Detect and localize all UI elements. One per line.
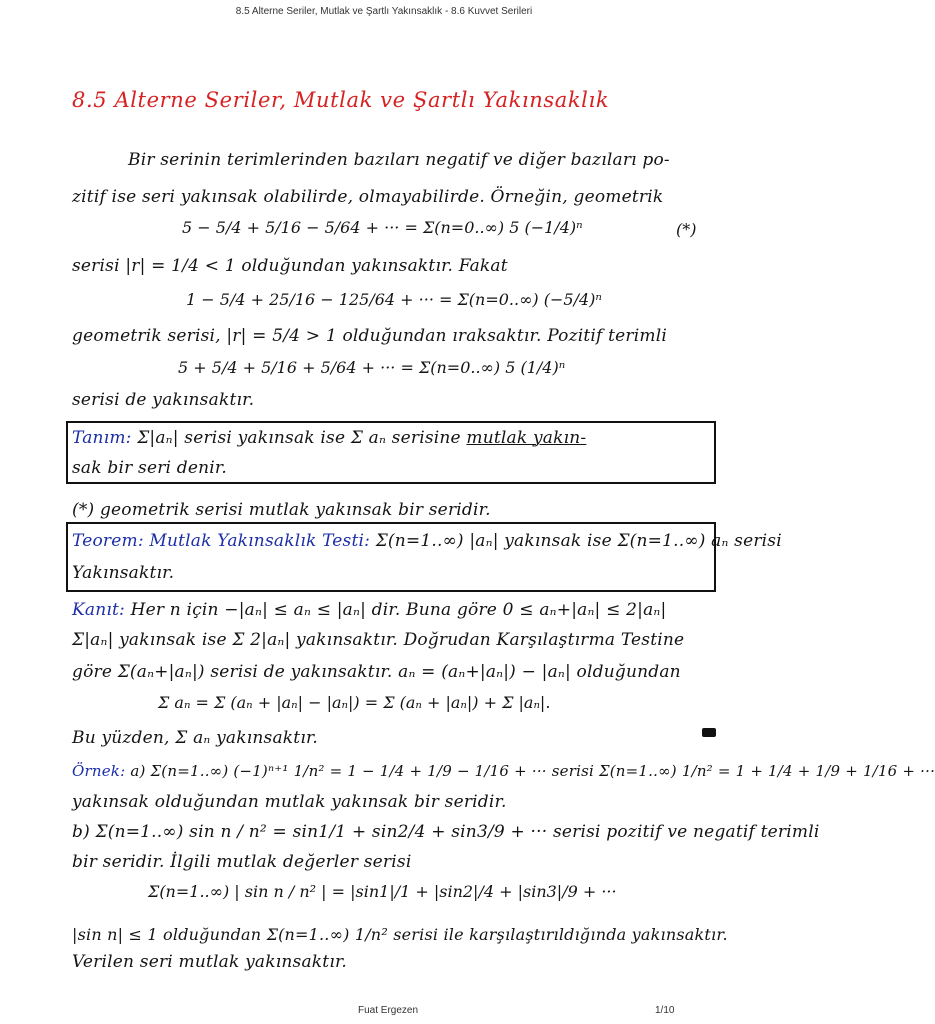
proof-text: Her n için −|aₙ| ≤ aₙ ≤ |aₙ| dir. Buna göre 0 ≤ aₙ+|aₙ| ≤ 2|aₙ| — [124, 600, 667, 620]
definition-label: Tanım: — [72, 428, 132, 448]
example-line: |sin n| ≤ 1 olduğundan Σ(n=1..∞) 1/n² serisi ile karşılaştırıldığında yakınsaktır. — [72, 925, 728, 944]
ink-blot — [702, 728, 716, 737]
definition-text: Σ|aₙ| serisi yakınsak ise Σ aₙ serisine — [131, 428, 467, 448]
example-a-text: a) Σ(n=1..∞) (−1)ⁿ⁺¹ 1/n² = 1 − 1/4 + 1/9 − 1/16 + ··· serisi Σ(n=1..∞) 1/n² = 1 + 1/4 + 1/9 + 1/16 + ··· — [125, 762, 935, 780]
definition-line — [72, 428, 586, 448]
example-line: bir seridir. İlgili mutlak değerler serisi — [72, 852, 412, 872]
footer-author: Fuat Ergezen — [358, 1005, 419, 1016]
proof-line: Σ|aₙ| yakınsak ise Σ 2|aₙ| yakınsaktır. Doğrudan Karşılaştırma Testine — [72, 630, 685, 650]
example-a — [72, 762, 935, 780]
paragraph-line: serisi de yakınsaktır. — [72, 390, 255, 410]
proof-label: Kanıt: — [72, 600, 125, 620]
equation-tag: (*) — [676, 220, 697, 239]
definition-line-2: sak bir seri denir. — [72, 458, 227, 478]
proof-line: göre Σ(aₙ+|aₙ|) serisi de yakınsaktır. aₙ = (aₙ+|aₙ|) − |aₙ| olduğundan — [72, 662, 681, 682]
example-line: yakınsak olduğundan mutlak yakınsak bir seridir. — [72, 792, 507, 812]
paragraph-line: geometrik serisi, |r| = 5/4 > 1 olduğundan ıraksaktır. Pozitif terimli — [72, 326, 667, 346]
page-header: 8.5 Alterne Seriler, Mutlak ve Şartlı Yakınsaklık - 8.6 Kuvvet Serileri — [235, 6, 533, 17]
equation-2: 1 − 5/4 + 25/16 − 125/64 + ··· = Σ(n=0..∞) (−5/4)ⁿ — [186, 290, 602, 309]
section-title: 8.5 Alterne Seriler, Mutlak ve Şartlı Yakınsaklık — [72, 88, 610, 112]
theorem-label: Teorem: Mutlak Yakınsaklık Testi: — [72, 531, 371, 551]
example-conclusion: Verilen seri mutlak yakınsaktır. — [72, 952, 348, 972]
example-b-equation: Σ(n=1..∞) | sin n / n² | = |sin1|/1 + |sin2|/4 + |sin3|/9 + ··· — [148, 882, 617, 901]
theorem-line-2: Yakınsaktır. — [72, 563, 175, 583]
footer-page-number: 1/10 — [655, 1005, 675, 1016]
theorem-line — [72, 531, 782, 551]
note-line: (*) geometrik serisi mutlak yakınsak bir seridir. — [72, 500, 491, 520]
equation-3: 5 + 5/4 + 5/16 + 5/64 + ··· = Σ(n=0..∞) 5 (1/4)ⁿ — [178, 358, 566, 377]
paragraph-line: Bir serinin terimlerinden bazıları negatif ve diğer bazıları po- — [128, 150, 670, 170]
proof-equation: Σ aₙ = Σ (aₙ + |aₙ| − |aₙ|) = Σ (aₙ + |aₙ|) + Σ |aₙ|. — [158, 693, 551, 712]
example-b: b) Σ(n=1..∞) sin n / n² = sin1/1 + sin2/4 + sin3/9 + ··· serisi pozitif ve negatif terimli — [72, 822, 820, 842]
paragraph-line: zitif ise seri yakınsak olabilirde, olmayabilirde. Örneğin, geometrik — [72, 187, 664, 207]
theorem-text: Σ(n=1..∞) |aₙ| yakınsak ise Σ(n=1..∞) aₙ serisi — [370, 531, 782, 551]
proof-conclusion: Bu yüzden, Σ aₙ yakınsaktır. — [72, 728, 319, 748]
definition-underlined: mutlak yakın- — [466, 428, 587, 448]
proof-line — [72, 600, 666, 620]
paragraph-line: serisi |r| = 1/4 < 1 olduğundan yakınsaktır. Fakat — [72, 256, 508, 276]
equation-1: 5 − 5/4 + 5/16 − 5/64 + ··· = Σ(n=0..∞) 5 (−1/4)ⁿ — [182, 218, 583, 237]
example-label: Örnek: — [72, 762, 126, 780]
